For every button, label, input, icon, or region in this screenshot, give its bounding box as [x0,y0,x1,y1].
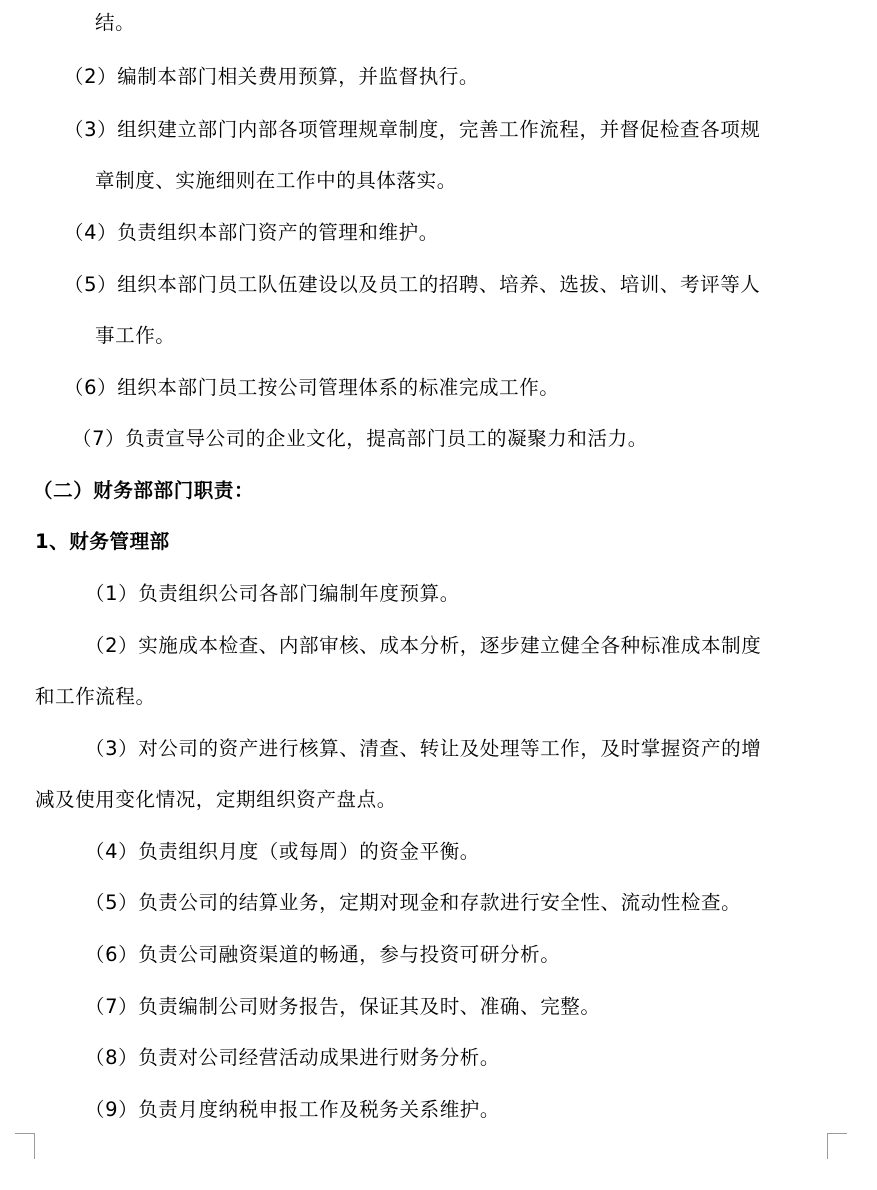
list-item: （1）负责组织公司各部门编制年度预算。 [85,582,460,605]
subsection-heading: 1、财务管理部 [35,530,170,553]
text-line: （4）负责组织本部门资产的管理和维护。 [64,221,439,244]
text-line: （2）编制本部门相关费用预算，并监督执行。 [64,65,480,88]
list-item: （6）负责公司融资渠道的畅通，参与投资可研分析。 [85,943,561,966]
section-heading: （二）财务部部门职责： [33,479,255,502]
page-margin-corner-left [14,1133,35,1159]
list-item: （9）负责月度纳税申报工作及税务关系维护。 [85,1098,501,1121]
page-margin-corner-right [827,1133,848,1159]
text-line: （7）负责宣导公司的企业文化，提高部门员工的凝聚力和活力。 [72,427,648,450]
text-line: （3）组织建立部门内部各项管理规章制度，完善工作流程，并督促检查各项规 [64,118,761,141]
text-line: （6）组织本部门员工按公司管理体系的标准完成工作。 [64,376,560,399]
text-line: 事工作。 [95,324,176,347]
text-line: （5）组织本部门员工队伍建设以及员工的招聘、培养、选拔、培训、考评等人 [64,273,761,296]
list-item: （7）负责编制公司财务报告，保证其及时、准确、完整。 [85,995,601,1018]
list-item: （4）负责组织月度（或每周）的资金平衡。 [85,840,480,863]
list-item: （2）实施成本检查、内部审核、成本分析，逐步建立健全各种标准成本制度 [85,634,762,657]
list-item: （8）负责对公司经营活动成果进行财务分析。 [85,1046,501,1069]
text-line: 章制度、实施细则在工作中的具体落实。 [95,169,457,192]
text-line: 结。 [95,11,136,34]
list-item: （5）负责公司的结算业务，定期对现金和存款进行安全性、流动性检查。 [85,891,742,914]
list-item-continuation: 和工作流程。 [35,685,156,708]
list-item: （3）对公司的资产进行核算、清查、转让及处理等工作，及时掌握资产的增 [85,737,762,760]
list-item-continuation: 减及使用变化情况，定期组织资产盘点。 [35,788,397,811]
